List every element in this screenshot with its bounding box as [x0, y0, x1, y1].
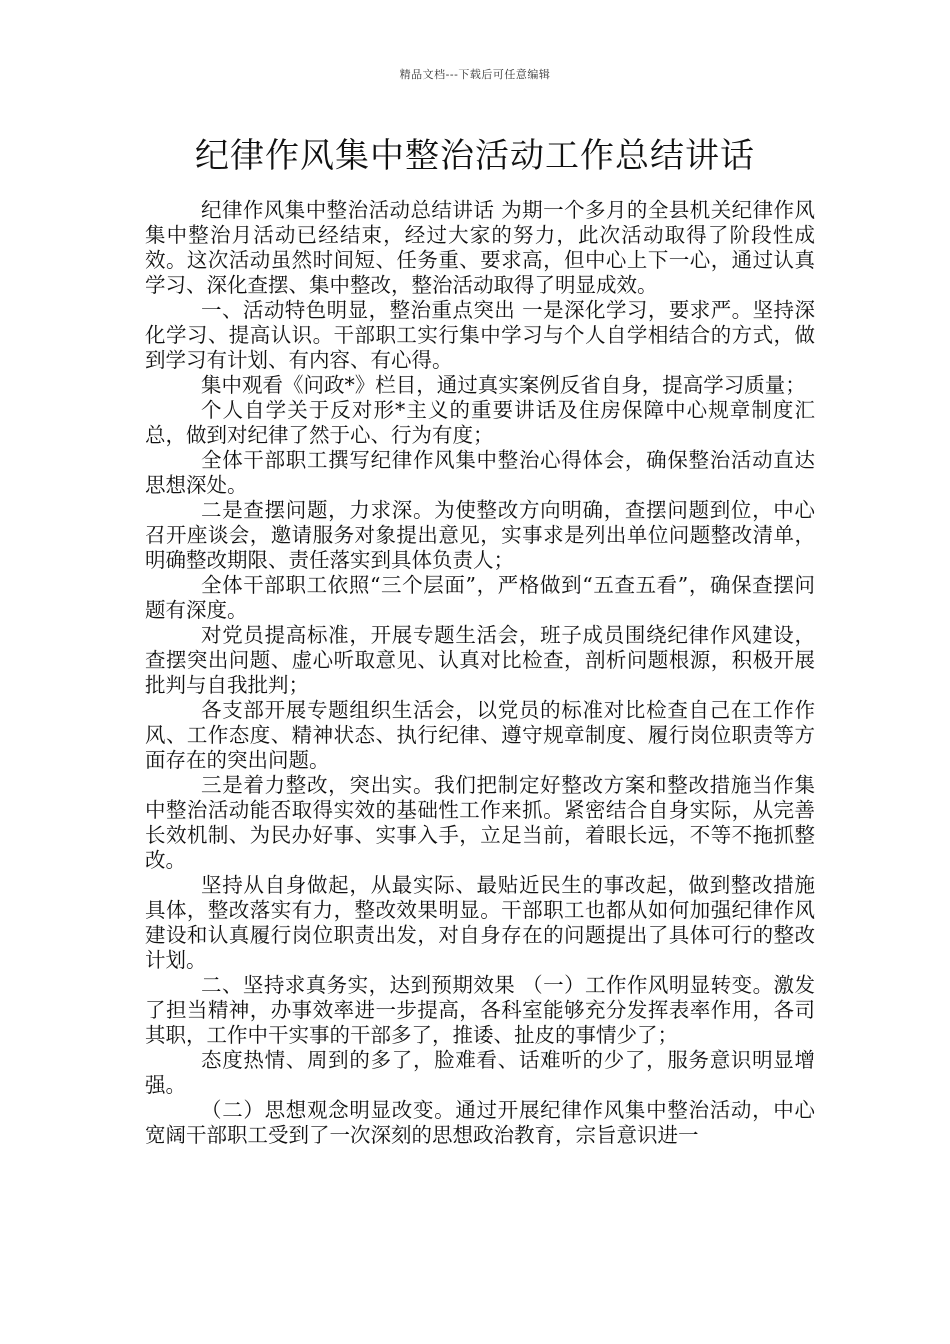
paragraph: 二是查摆问题，力求深。为使整改方向明确，查摆问题到位，中心召开座谈会，邀请服务对象提出意见，实事求是列出单位问题整改清单，明确整改期限、责任落实到具体负责人；	[145, 498, 815, 572]
paragraph: 态度热情、周到的多了，脸难看、话难听的少了，服务意识明显增强。	[145, 1048, 815, 1097]
paragraph: 各支部开展专题组织生活会，以党员的标准对比检查自己在工作作风、工作态度、精神状态、执行纪律、遵守规章制度、履行岗位职责等方面存在的突出问题。	[145, 698, 815, 772]
paragraph: 全体干部职工撰写纪律作风集中整治心得体会，确保整治活动直达思想深处。	[145, 448, 815, 497]
document-title: 纪律作风集中整治活动工作总结讲话	[195, 136, 755, 176]
paragraph: （二）思想观念明显改变。通过开展纪律作风集中整治活动，中心宽阔干部职工受到了一次深刻的思想政治教育，宗旨意识进一	[145, 1098, 815, 1147]
paragraph: 集中观看《问政*》栏目，通过真实案例反省自身，提高学习质量；	[201, 373, 806, 397]
paragraph: 对党员提高标准，开展专题生活会，班子成员围绕纪律作风建设，查摆突出问题、虚心听取意见、认真对比检查，剖析问题根源，积极开展批判与自我批判；	[145, 623, 815, 697]
paragraph: 个人自学关于反对形*主义的重要讲话及住房保障中心规章制度汇总，做到对纪律了然于心、行为有度；	[145, 398, 815, 447]
paragraph: 一、活动特色明显，整治重点突出 一是深化学习，要求严。坚持深化学习、提高认识。干部职工实行集中学习与个人自学相结合的方式，做到学习有计划、有内容、有心得。	[145, 298, 815, 372]
paragraph: 三是着力整改，突出实。我们把制定好整改方案和整改措施当作集中整治活动能否取得实效的基础性工作来抓。紧密结合自身实际，从完善长效机制、为民办好事、实事入手，立足当前，着眼长远，不等不拖抓整改。	[145, 773, 815, 872]
paragraph: 纪律作风集中整治活动总结讲话 为期一个多月的全县机关纪律作风集中整治月活动已经结束，经过大家的努力，此次活动取得了阶段性成效。这次活动虽然时间短、任务重、要求高，但中心上下一心，通过认真学习、深化查摆、集中整改，整治活动取得了明显成效。	[145, 198, 815, 297]
document-body	[145, 198, 815, 1148]
paragraph: 全体干部职工依照“三个层面”，严格做到“五查五看”，确保查摆问题有深度。	[145, 573, 815, 622]
header-note: 精品文档---下载后可任意编辑	[399, 68, 551, 81]
paragraph: 坚持从自身做起，从最实际、最贴近民生的事改起，做到整改措施具体，整改落实有力，整改效果明显。干部职工也都从如何加强纪律作风建设和认真履行岗位职责出发，对自身存在的问题提出了具体可行的整改计划。	[145, 873, 815, 972]
paragraph: 二、坚持求真务实，达到预期效果 （一）工作作风明显转变。激发了担当精神，办事效率进一步提高，各科室能够充分发挥表率作用，各司其职，工作中干实事的干部多了，推诿、扯皮的事情少了；	[145, 973, 815, 1047]
